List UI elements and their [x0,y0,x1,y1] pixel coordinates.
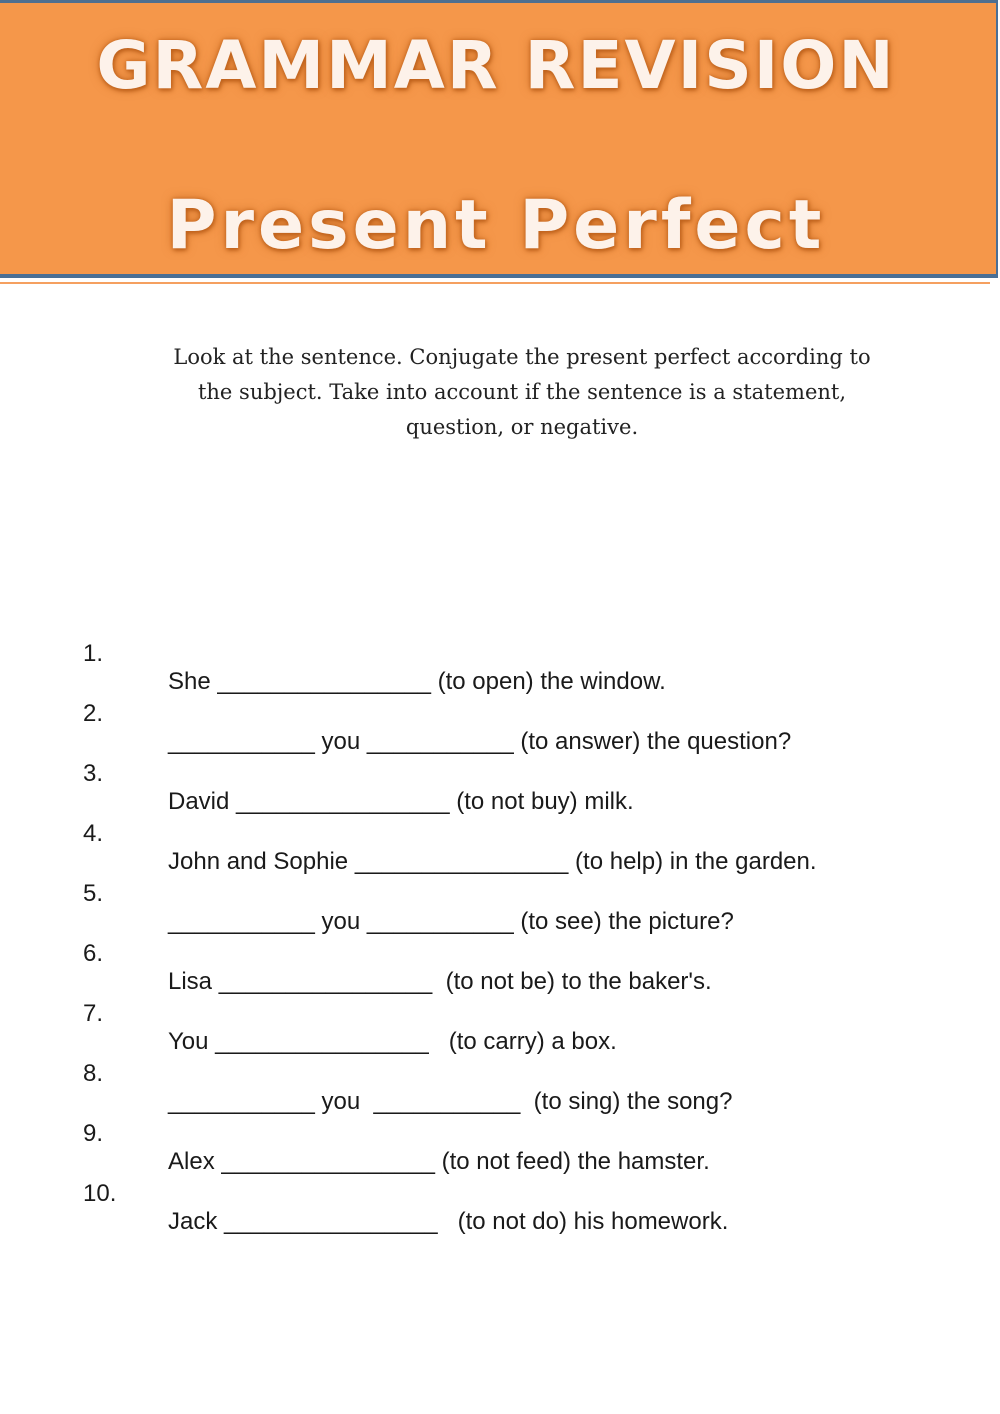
exercise-item [0,732,1000,815]
item-sentence: ___________ you ___________ (to see) the picture? [168,908,734,935]
exercise-item [0,1092,1000,1175]
exercise-item [0,1032,1000,1115]
item-sentence: ___________ you ___________ (to answer) the question? [168,728,792,755]
item-sentence: Lisa ________________ (to not be) to the baker's. [168,968,712,995]
instructions-text: Look at the sentence. Conjugate the present perfect according to the subject. Take into account if the sentence is a statement, question, or negative. [173,345,871,439]
item-number: 2. [83,700,104,727]
item-number: 10. [83,1180,117,1207]
item-sentence: Alex ________________ (to not feed) the hamster. [168,1148,710,1175]
item-sentence: ___________ you ___________ (to sing) the song? [168,1088,733,1115]
item-number: 1. [83,640,104,667]
exercise-item [0,852,1000,935]
item-sentence: John and Sophie ________________ (to help) in the garden. [168,848,817,875]
item-sentence: Jack ________________ (to not do) his homework. [168,1208,729,1235]
item-number: 7. [83,1000,104,1027]
item-number: 5. [83,880,104,907]
exercise-item [0,1152,1000,1235]
header-banner [0,0,998,278]
item-number: 6. [83,940,104,967]
item-number: 9. [83,1120,104,1147]
banner-divider [0,282,990,284]
exercise-item [0,612,1000,695]
exercise-item [0,792,1000,875]
exercise-item [0,972,1000,1055]
item-sentence: You ________________ (to carry) a box. [168,1028,617,1055]
item-sentence: She ________________ (to open) the window. [168,668,666,695]
item-number: 8. [83,1060,104,1087]
exercise-item [0,672,1000,755]
exercise-item [0,912,1000,995]
item-number: 3. [83,760,104,787]
page-title: GRAMMAR REVISION [96,27,896,104]
page-subtitle: Present Perfect [166,186,826,265]
item-number: 4. [83,820,104,847]
item-sentence: David ________________ (to not buy) milk. [168,788,634,815]
